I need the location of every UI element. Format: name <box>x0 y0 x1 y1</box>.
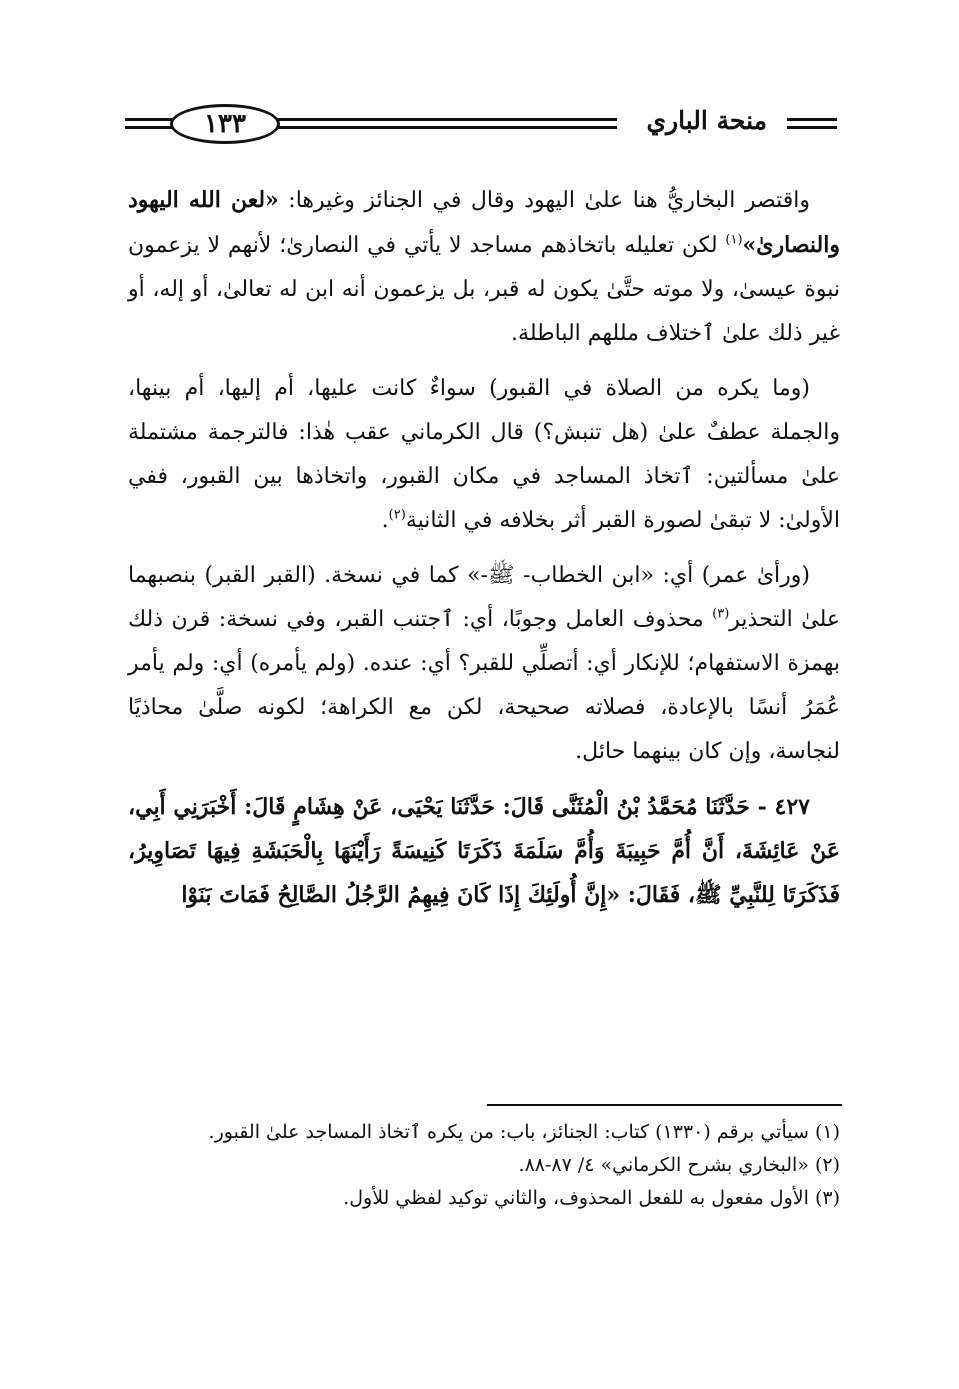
paragraph-1-intro: واقتصر البخاريُّ هنا علىٰ اليهود وقال في الجنائز وغيرها: <box>278 188 810 213</box>
page-header <box>125 100 837 150</box>
footnote-ref-1: (١) <box>725 232 743 248</box>
paragraph-3-intro: (ورأىٰ عمر) أي: «ابن الخطاب- ﷺ-» كما في نسخة. (القبر القبر) بنصبهما علىٰ التحذير <box>128 563 840 632</box>
footnote-1: (١) سيأتي برقم (١٣٣٠) كتاب: الجنائز، باب: من يكره ٱتخاذ المساجد علىٰ القبور. <box>208 1121 840 1143</box>
paragraph-2 <box>128 367 840 543</box>
header-rule-middle-top <box>275 118 617 121</box>
main-text <box>128 178 840 928</box>
header-rule-right-bottom <box>787 126 837 129</box>
page-number <box>170 104 280 144</box>
hadith-427: ٤٢٧ - حَدَّثَنَا مُحَمَّدُ بْنُ الْمُثَنَّى قَالَ: حَدَّثَنَا يَحْيَى، عَنْ هِشَامٍ قَالَ: أَخْبَرَنِي أَبِي، عَنْ عَائِشَةَ، أَنَّ أُمَّ حَبِيبَةَ وَأُمَّ سَلَمَةَ ذَكَرَتَا كَنِيسَةً رَأَيْنَهَا بِالْحَبَشَةِ فِيهَا تَصَاوِيرُ، فَذَكَرَتَا لِلنَّبِيِّ ﷺ، فَقَالَ: «إِنَّ أُولَئِكَ إِذَا كَانَ فِيهِمُ الرَّجُلُ الصَّالِحُ فَمَاتَ بَنَوْا <box>128 794 840 908</box>
footnote-ref-2: (٢) <box>388 507 406 523</box>
footnote-separator <box>487 1104 842 1106</box>
footnote-2: (٢) «البخاري بشرح الكرماني» ٤/ ٨٧-٨٨. <box>518 1154 840 1176</box>
footnote-ref-3: (٣) <box>712 606 730 622</box>
page-number-text: ١٣٣ <box>204 109 246 139</box>
footnote-3: (٣) الأول مفعول به للفعل المحذوف، والثاني توكيد لفظي للأول. <box>343 1187 840 1209</box>
header-rule-middle-bottom <box>275 126 617 129</box>
paragraph-3-rest: محذوف العامل وجوبًا، أي: ٱجتنب القبر، وفي نسخة: قرن ذلك بهمزة الاستفهام؛ للإنكار أي: أتصلِّي للقبر؟ أي: عنده. (ولم يأمره) أي: ولم يأمر عُمَرُ أنسًا بالإعادة، فصلاته صحيحة، لكن مع الكراهة؛ لكونه صلَّىٰ محاذيًا لنجاسة، وإن كان بينهما حائل. <box>128 607 840 764</box>
hadith-quote: «لعن الله اليهود والنصارىٰ» <box>128 187 840 258</box>
header-rule-left-top <box>125 118 175 121</box>
footnotes <box>128 1116 840 1215</box>
paragraph-3 <box>128 554 840 774</box>
paragraph-2-text: (وما يكره من الصلاة في القبور) سواءٌ كانت عليها، أم إليها، أم بينها، والجملة عطفٌ علىٰ (هل تنبش؟) قال الكرماني عقب هٰذا: فالترجمة مشتملة علىٰ مسألتين: ٱتخاذ المساجد في مكان القبور، واتخاذها بين القبور، ففي الأولىٰ: لا تبقىٰ لصورة القبر أثر بخلافه في الثانية <box>128 376 840 533</box>
paragraph-2-end: . <box>381 508 389 533</box>
header-rule-left-bottom <box>125 126 175 129</box>
paragraph-1 <box>128 178 840 356</box>
book-title: منحة الباري <box>646 106 767 135</box>
paragraph-1-rest: لكن تعليله باتخاذهم مساجد لا يأتي في النصارىٰ؛ لأنهم لا يزعمون نبوة عيسىٰ، ولا موته حتَّىٰ يكون له قبر، بل يزعمون أنه ابن له تعالىٰ، أو إله، أو غير ذلك علىٰ ٱختلاف مللهم الباطلة. <box>128 233 840 346</box>
header-rule-right-top <box>787 118 837 121</box>
